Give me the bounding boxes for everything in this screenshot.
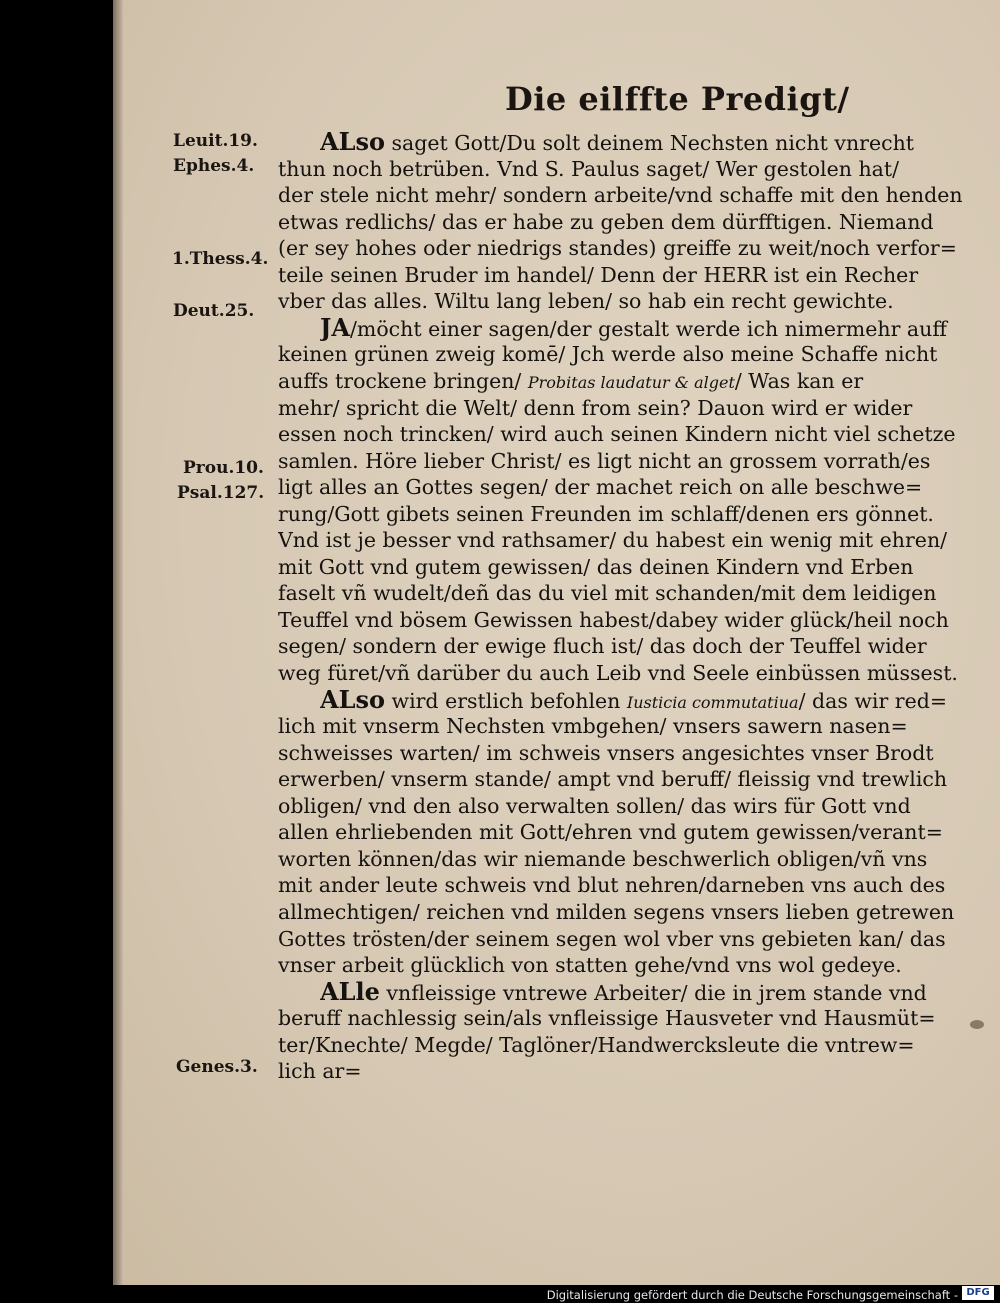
line-text: erwerben/ vnserm stande/ ampt vnd beruff/ fleissig vnd trewlich — [278, 767, 948, 792]
text-line — [278, 420, 978, 448]
text-line — [278, 1057, 978, 1085]
line-text: keinen grünen zweig komē/ Jch werde also meine Schaffe nicht — [278, 342, 938, 367]
latin-phrase: Probitas laudatur & alget — [527, 372, 735, 392]
text-line — [278, 632, 978, 660]
text-line — [278, 951, 978, 979]
line-text: obligen/ vnd den also verwalten sollen/ das wirs für Gott vnd — [278, 793, 911, 818]
text-line — [278, 818, 978, 846]
text-line — [278, 606, 978, 634]
line-text: samlen. Höre lieber Christ/ es ligt nicht an grossem vorrath/es — [278, 448, 931, 473]
text-line — [278, 155, 978, 183]
digitization-credit: Digitalisierung gefördert durch die Deutsche Forschungsgemeinschaft - — [546, 1288, 958, 1302]
margin-note: Deut.25. — [173, 301, 255, 321]
line-text: worten können/das wir niemande beschwerlich obligen/vñ vns — [278, 846, 928, 871]
line-text: lich ar= — [278, 1059, 362, 1084]
text-line — [278, 1031, 978, 1059]
line-text: wird erstlich befohlen — [385, 688, 627, 713]
line-text: allen ehrliebenden mit Gott/ehren vnd gutem gewissen/verant= — [278, 820, 943, 845]
paper-blemish — [970, 1020, 984, 1029]
text-line — [278, 500, 978, 528]
page-gutter — [113, 0, 123, 1285]
line-text: /möcht einer sagen/der gestalt werde ich nimermehr auff — [349, 316, 947, 341]
line-text: rung/Gott gibets seinen Freunden im schlaff/denen ers gönnet. — [278, 501, 934, 526]
text-line — [278, 553, 978, 581]
margin-note: Leuit.19. — [173, 131, 258, 151]
line-text: vnser arbeit glücklich von statten gehe/vnd vns wol gedeye. — [278, 953, 902, 978]
line-text: vnfleissige vntrewe Arbeiter/ die in jrem stande vnd — [379, 980, 927, 1005]
text-line — [320, 314, 978, 343]
line-text: Teuffel vnd bösem Gewissen habest/dabey wider glück/heil noch — [278, 607, 949, 632]
text-line — [278, 181, 978, 209]
line-text: teile seinen Bruder im handel/ Denn der HERR ist ein Recher — [278, 262, 919, 287]
line-text: auffs trockene bringen/ — [278, 368, 528, 393]
line-text: segen/ sondern der ewige fluch ist/ das doch der Teuffel wider — [278, 634, 927, 659]
line-text: / Was kan er — [734, 368, 864, 393]
text-line — [278, 1004, 978, 1032]
line-text: mehr/ spricht die Welt/ denn from sein? Dauon wird er wider — [278, 395, 913, 420]
text-line — [278, 871, 978, 899]
text-line — [278, 765, 978, 793]
line-text: Vnd ist je besser vnd rathsamer/ du habest ein wenig mit ehren/ — [278, 528, 948, 553]
text-line — [278, 526, 978, 554]
margin-note: Genes.3. — [176, 1057, 258, 1077]
line-text: essen noch trincken/ wird auch seinen Kindern nicht viel schetze — [278, 422, 956, 447]
text-line — [278, 340, 978, 368]
line-text: thun noch betrüben. Vnd S. Paulus saget/ Wer gestolen hat/ — [278, 156, 900, 181]
line-text: Gottes trösten/der seinem segen wol vber vns gebieten kan/ das — [278, 926, 946, 951]
text-line — [278, 898, 978, 926]
line-text: lich mit vnserm Nechsten vmbgehen/ vnsers sawern nasen= — [278, 714, 908, 739]
initial-word: ALso — [320, 128, 386, 156]
line-text: ligt alles an Gottes segen/ der machet reich on alle beschwe= — [278, 475, 923, 500]
text-line — [278, 739, 978, 767]
text-line — [278, 659, 978, 687]
text-line — [278, 287, 978, 315]
line-text: (er sey hohes oder niedrigs standes) greiffe zu weit/noch verfor= — [278, 236, 957, 261]
text-line — [278, 261, 978, 289]
line-text: mit ander leute schweis vnd blut nehren/darneben vns auch des — [278, 873, 946, 898]
margin-note: Ephes.4. — [173, 156, 255, 176]
line-text: beruff nachlessig sein/als vnfleissige Hausveter vnd Hausmüt= — [278, 1006, 936, 1031]
margin-note: 1.Thess.4. — [172, 249, 269, 269]
text-line — [278, 712, 978, 740]
text-line — [278, 394, 978, 422]
line-text: saget Gott/Du solt deinem Nechsten nicht vnrecht — [385, 131, 915, 155]
text-line — [278, 925, 978, 953]
line-text: faselt vñ wudelt/deñ das du viel mit schanden/mit dem leidigen — [278, 581, 937, 606]
latin-phrase: Iusticia commutatiua — [626, 692, 799, 712]
text-line — [278, 579, 978, 607]
line-text: / das wir red= — [798, 688, 948, 713]
line-text: schweisses warten/ im schweis vnsers angesichtes vnser Brodt — [278, 740, 934, 765]
margin-note: Psal.127. — [177, 483, 265, 503]
text-line — [278, 234, 978, 262]
line-text: ter/Knechte/ Megde/ Taglöner/Handwercksleute die vntrew= — [278, 1032, 915, 1057]
initial-word: ALso — [320, 685, 386, 714]
margin-note: Prou.10. — [183, 458, 264, 478]
text-line — [320, 128, 978, 157]
dfg-logo: DFG — [962, 1286, 994, 1300]
text-line — [278, 367, 978, 397]
line-text: etwas redlichs/ das er habe zu geben dem dürfftigen. Niemand — [278, 209, 934, 234]
initial-word: JA — [320, 313, 350, 342]
text-line — [320, 978, 978, 1007]
text-line — [278, 473, 978, 501]
line-text: der stele nicht mehr/ sondern arbeite/vnd schaffe mit den henden — [278, 183, 963, 208]
text-line — [278, 447, 978, 475]
initial-word: ALle — [320, 977, 380, 1006]
text-line — [278, 792, 978, 820]
line-text: weg füret/vñ darüber du auch Leib vnd Seele einbüssen müssest. — [278, 661, 958, 685]
line-text: vber das alles. Wiltu lang leben/ so hab ein recht gewichte. — [278, 289, 894, 314]
line-text: mit Gott vnd gutem gewissen/ das deinen Kindern vnd Erben — [278, 554, 914, 579]
text-line — [278, 845, 978, 873]
line-text: allmechtigen/ reichen vnd milden segens vnsers lieben getrewen — [278, 899, 955, 924]
page-header: Die eilffte Predigt/ — [505, 80, 850, 118]
text-line — [278, 208, 978, 236]
